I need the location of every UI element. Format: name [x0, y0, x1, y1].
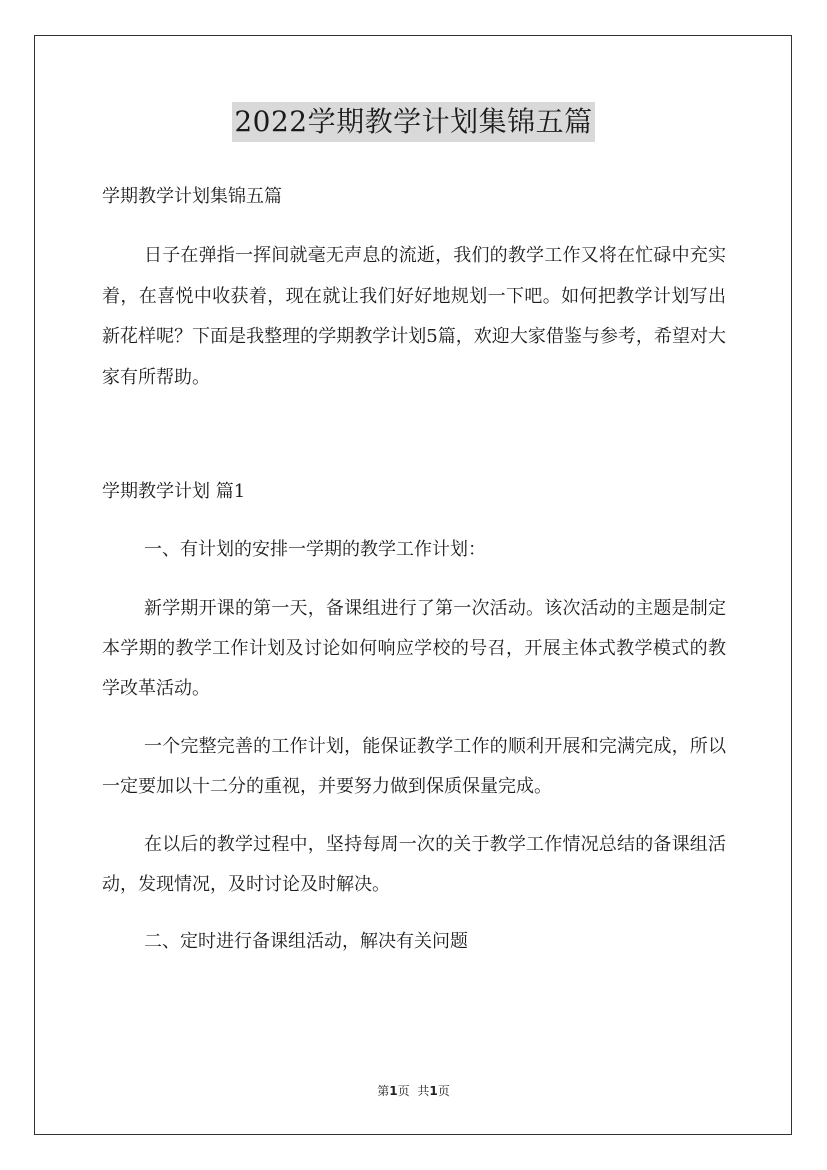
page-number: 1: [389, 1084, 398, 1098]
document-title: 2022学期教学计划集锦五篇: [232, 102, 594, 142]
total-label: 共: [417, 1084, 430, 1098]
total-number: 1: [429, 1084, 438, 1098]
paragraph-3: 在以后的教学过程中，坚持每周一次的关于教学工作情况总结的备课组活动，发现情况，及时讨论及时解决。: [102, 834, 726, 895]
section-heading: 学期教学计划 篇1: [102, 481, 246, 502]
section-gap: [102, 398, 726, 473]
page-footer: [0, 1082, 827, 1099]
page-label: 第: [377, 1084, 390, 1098]
document-body: [102, 178, 726, 961]
total-unit: 页: [437, 1084, 450, 1098]
paragraph-1: 新学期开课的第一天，备课组进行了第一次活动。该次活动的主题是制定本学期的教学工作计划及讨论如何响应学校的号召，开展主体式教学模式的教学改革活动。: [102, 598, 726, 699]
page-unit: 页: [397, 1084, 410, 1098]
document-subtitle: 学期教学计划集锦五篇: [102, 186, 282, 207]
item-heading-2: 二、定时进行备课组活动，解决有关问题: [144, 931, 468, 952]
item-heading-1: 一、有计划的安排一学期的教学工作计划：: [144, 539, 486, 560]
intro-paragraph: 日子在弹指一挥间就毫无声息的流逝，我们的教学工作又将在忙碌中充实着，在喜悦中收获着，现在就让我们好好地规划一下吧。如何把教学计划写出新花样呢？下面是我整理的学期教学计划5篇，欢迎大家借鉴与参考，希望对大家有所帮助。: [102, 245, 726, 388]
title-block: [0, 102, 827, 142]
paragraph-2: 一个完整完善的工作计划，能保证教学工作的顺利开展和完满完成，所以一定要加以十二分的重视，并要努力做到保质保量完成。: [102, 736, 726, 797]
